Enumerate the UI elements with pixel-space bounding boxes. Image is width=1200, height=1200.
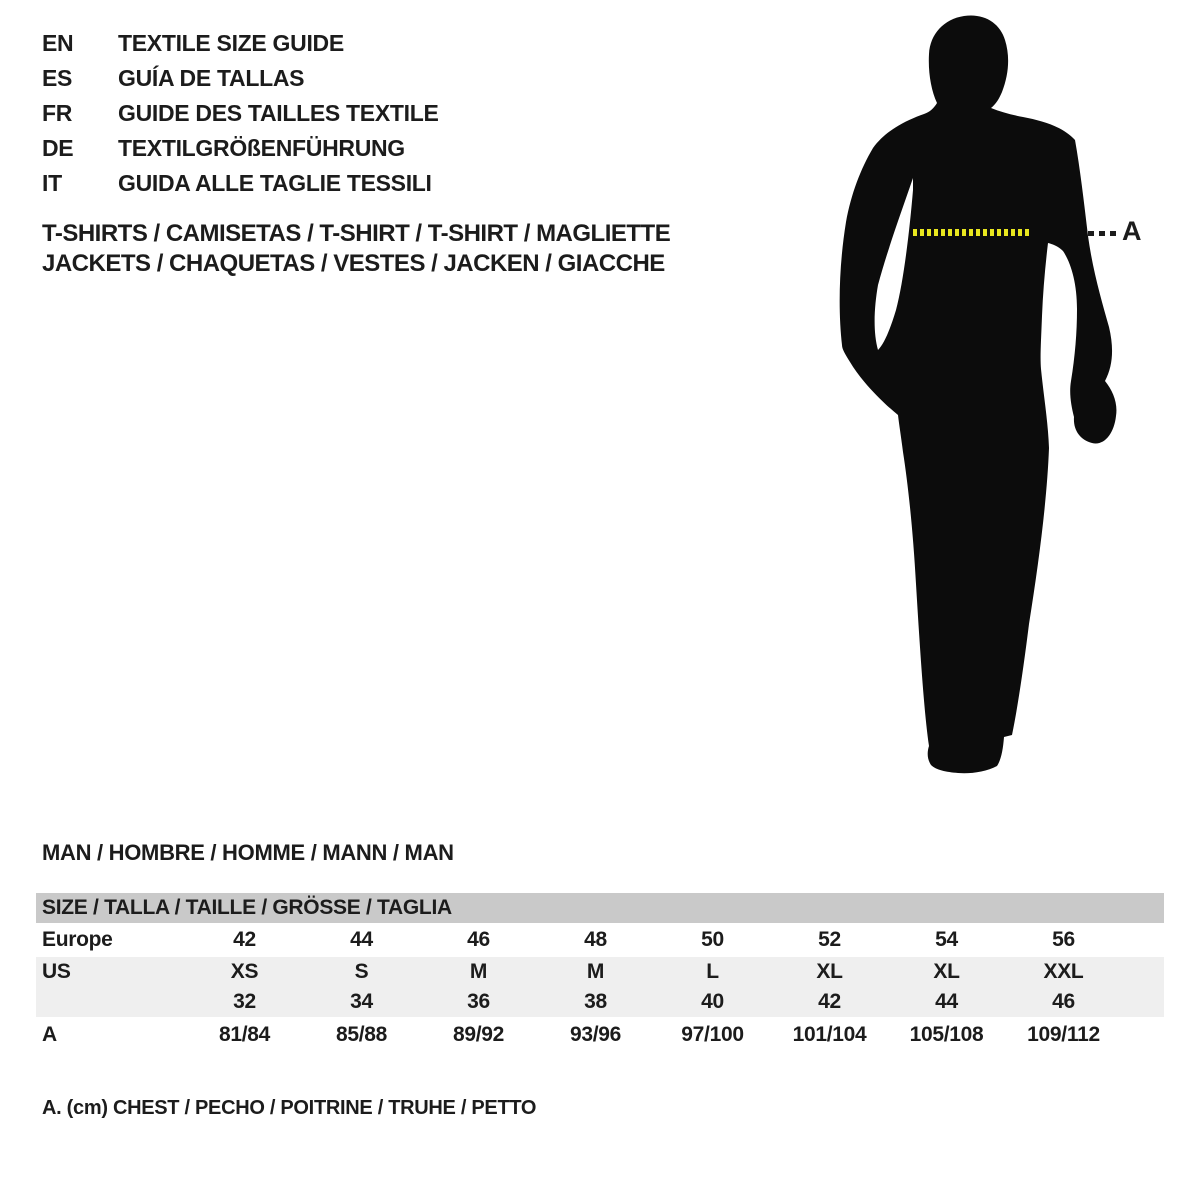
row-label: A [42, 1022, 57, 1046]
language-label: GUÍA DE TALLAS [118, 65, 305, 91]
size-cell: XL [816, 960, 843, 983]
size-cell: 54 [935, 928, 958, 951]
language-label: GUIDE DES TAILLES TEXTILE [118, 100, 439, 126]
size-cell: XS [230, 960, 259, 983]
size-cell: 32 [233, 990, 256, 1013]
man-silhouette [820, 0, 1200, 800]
size-cell: 40 [701, 990, 724, 1013]
row-label: US [42, 960, 71, 983]
table-row-us [36, 957, 1164, 987]
size-cell: 46 [467, 928, 490, 951]
size-cell: 97/100 [681, 1022, 744, 1046]
size-cell: 85/88 [335, 1022, 388, 1046]
language-row-en [42, 26, 439, 61]
language-label: TEXTILE SIZE GUIDE [118, 30, 344, 56]
size-cell: 36 [467, 990, 490, 1013]
size-cell: XXL [1043, 960, 1084, 983]
language-code: EN [42, 30, 74, 56]
size-cell: 52 [818, 928, 841, 951]
size-cell: 50 [701, 928, 724, 951]
section-title: MAN / HOMBRE / HOMME / MANN / MAN [42, 840, 454, 865]
size-cell: 44 [935, 990, 958, 1013]
language-row-es [42, 61, 439, 96]
measure-label-a: A [1122, 216, 1142, 246]
size-cell: 93/96 [569, 1022, 622, 1046]
category-line-jackets: JACKETS / CHAQUETAS / VESTES / JACKEN / GIACCHE [42, 250, 665, 277]
size-cell: 56 [1052, 928, 1075, 951]
language-row-fr [42, 96, 439, 131]
language-label: GUIDA ALLE TAGLIE TESSILI [118, 170, 432, 196]
category-line-tshirts: T-SHIRTS / CAMISETAS / T-SHIRT / T-SHIRT / MAGLIETTE [42, 220, 671, 247]
size-table-header: SIZE / TALLA / TAILLE / GRÖSSE / TAGLIA [36, 893, 1164, 923]
size-cell: 42 [233, 928, 256, 951]
measurement-footnote: A. (cm) CHEST / PECHO / POITRINE / TRUHE / PETTO [42, 1097, 537, 1119]
language-code: IT [42, 170, 62, 196]
size-cell: 42 [818, 990, 841, 1013]
language-row-it [42, 166, 439, 201]
chest-measure-line [913, 229, 1032, 236]
size-cell: 44 [350, 928, 373, 951]
size-cell: 38 [584, 990, 607, 1013]
size-cell: XL [933, 960, 960, 983]
table-row-chest-a [36, 1017, 1164, 1052]
garment-categories [42, 219, 670, 279]
language-code: DE [42, 135, 74, 161]
language-code: ES [42, 65, 73, 91]
size-cell: 109/112 [1027, 1022, 1100, 1046]
language-guide-list [42, 26, 439, 201]
language-code: FR [42, 100, 73, 126]
size-cell: 81/84 [218, 1022, 271, 1046]
language-label: TEXTILGRÖßENFÜHRUNG [118, 135, 405, 161]
size-cell: 105/108 [909, 1022, 984, 1046]
table-row-us-numeric [36, 987, 1164, 1017]
size-cell: 34 [350, 990, 373, 1013]
language-row-de [42, 131, 439, 166]
size-cell: 101/104 [792, 1022, 867, 1046]
row-label: Europe [42, 928, 113, 951]
size-cell: S [354, 960, 369, 983]
size-cell: 46 [1052, 990, 1075, 1013]
size-cell: L [706, 960, 719, 983]
size-cell: 89/92 [452, 1022, 505, 1046]
size-cell: 48 [584, 928, 607, 951]
measure-callout-dashes [1088, 231, 1118, 236]
size-cell: M [469, 960, 488, 983]
size-cell: M [586, 960, 605, 983]
table-row-europe [36, 923, 1164, 957]
